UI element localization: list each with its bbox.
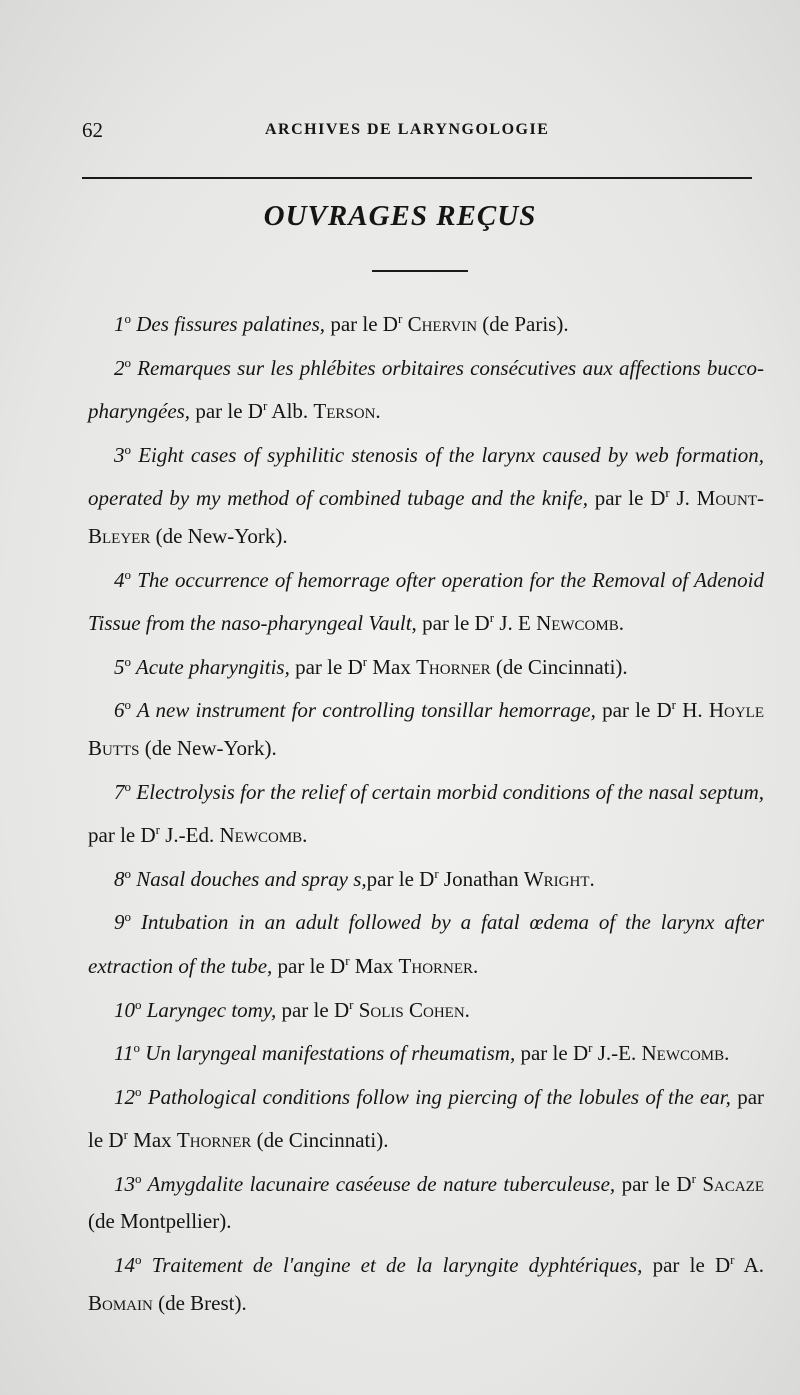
section-title: OUVRAGES REÇUS	[263, 200, 537, 232]
entry-title: Eight cases of syphilitic stenosis of the larynx caused by web formation, operated by my method of combined tubage and the knife,	[88, 442, 764, 511]
entry-author: par le $D^r$ J.-Ed. Newcomb.	[88, 822, 308, 848]
entry-title: Remarques sur les phlébites orbitaires consécutives aux affections bucco-pharyngées,	[88, 355, 765, 424]
title-rule	[372, 270, 468, 272]
entry-number: 11$^o$	[114, 1040, 140, 1066]
entry-author: par le $D^r$ Solis Cohen.	[276, 996, 470, 1022]
entry-author: par le $D^r$ Sacaze (de Montpellier).	[88, 1170, 765, 1234]
list-item	[88, 643, 764, 687]
list-item	[88, 1241, 764, 1322]
entry-title: Un laryngeal manifestations of rheumatism,	[145, 1041, 516, 1066]
page-number: 62	[82, 118, 103, 142]
entry-number: 12$^o$	[114, 1083, 142, 1109]
entry-number: 2$^o$	[114, 354, 131, 380]
list-item	[88, 1073, 764, 1160]
entry-title: Pathological conditions follow ing piercing of the lobules of the ear,	[147, 1084, 731, 1109]
entry-title: Des fissures palatines,	[136, 312, 326, 336]
entry-number: 8$^o$	[114, 865, 131, 891]
entry-number: 14$^o$	[114, 1252, 142, 1278]
header-rule	[82, 177, 752, 179]
list-item	[88, 855, 764, 899]
entry-author: par le $D^r$ Max Thorner (de Cincinnati).	[289, 653, 628, 679]
entry-number: 1$^o$	[114, 311, 131, 336]
entry-author: par le $D^r$ Max Thorner.	[272, 952, 479, 978]
list-item	[88, 556, 764, 643]
entry-number: 10$^o$	[114, 996, 142, 1022]
entry-author: par le $D^r$ A. Bomain (de Brest).	[88, 1252, 764, 1315]
received-works-list	[88, 300, 764, 1322]
list-item	[88, 898, 764, 985]
list-item	[88, 344, 764, 431]
entry-title: The occurrence of hemorrage ofter operation for the Removal of Adenoid Tissue from the naso-pharyngeal Vault,	[88, 567, 764, 636]
entry-author: par le $D^r$ Max Thorner (de Cincinnati).	[88, 1084, 765, 1153]
entry-number: 6$^o$	[114, 697, 131, 723]
entry-number: 13$^o$	[114, 1170, 142, 1196]
list-item	[88, 431, 764, 556]
entry-title: Laryngec tomy,	[146, 997, 277, 1022]
entry-title: Amygdalite lacunaire caséeuse de nature tuberculeuse,	[147, 1171, 616, 1196]
entry-number: 5$^o$	[114, 653, 131, 679]
entry-number: 7$^o$	[114, 778, 131, 804]
entry-author: par le $D^r$ Jonathan Wright.	[366, 865, 595, 891]
entry-author: par le $D^r$ Alb. Terson.	[190, 398, 381, 424]
entry-author: par le $D^r$ J. E Newcomb.	[416, 610, 624, 636]
list-item	[88, 986, 764, 1030]
entry-number: 9$^o$	[114, 909, 131, 935]
entry-author: par le $D^r$ J. Mount-Bleyer (de New-York).	[88, 485, 764, 548]
entry-title: Traitement de l'angine et de la laryngite dyphtériques,	[151, 1253, 643, 1278]
entry-title: Acute pharyngitis,	[135, 654, 290, 679]
list-item	[88, 300, 764, 344]
entry-author: par le $D^r$ J.-E. Newcomb.	[515, 1040, 730, 1066]
entry-number: 4$^o$	[114, 566, 131, 592]
entry-author: par le $D^r$ H. Hoyle Butts (de New-York).	[88, 697, 764, 760]
page-header	[82, 118, 752, 144]
entry-title: Electrolysis for the relief of certain morbid conditions of the nasal septum,	[136, 779, 765, 804]
list-item	[88, 1029, 764, 1073]
entry-number: 3$^o$	[114, 441, 131, 467]
entry-title: Intubation in an adult followed by a fatal œdema of the larynx after extraction of the tube,	[88, 910, 765, 978]
list-item	[88, 686, 764, 767]
entry-author: par le $D^r$ Chervin (de Paris).	[325, 311, 569, 336]
entry-title: A new instrument for controlling tonsillar hemorrage,	[136, 698, 596, 723]
entry-title: Nasal douches and spray s,	[136, 866, 367, 891]
running-title: ARCHIVES DE LARYNGOLOGIE	[265, 121, 550, 138]
list-item	[88, 768, 764, 855]
list-item	[88, 1160, 764, 1241]
